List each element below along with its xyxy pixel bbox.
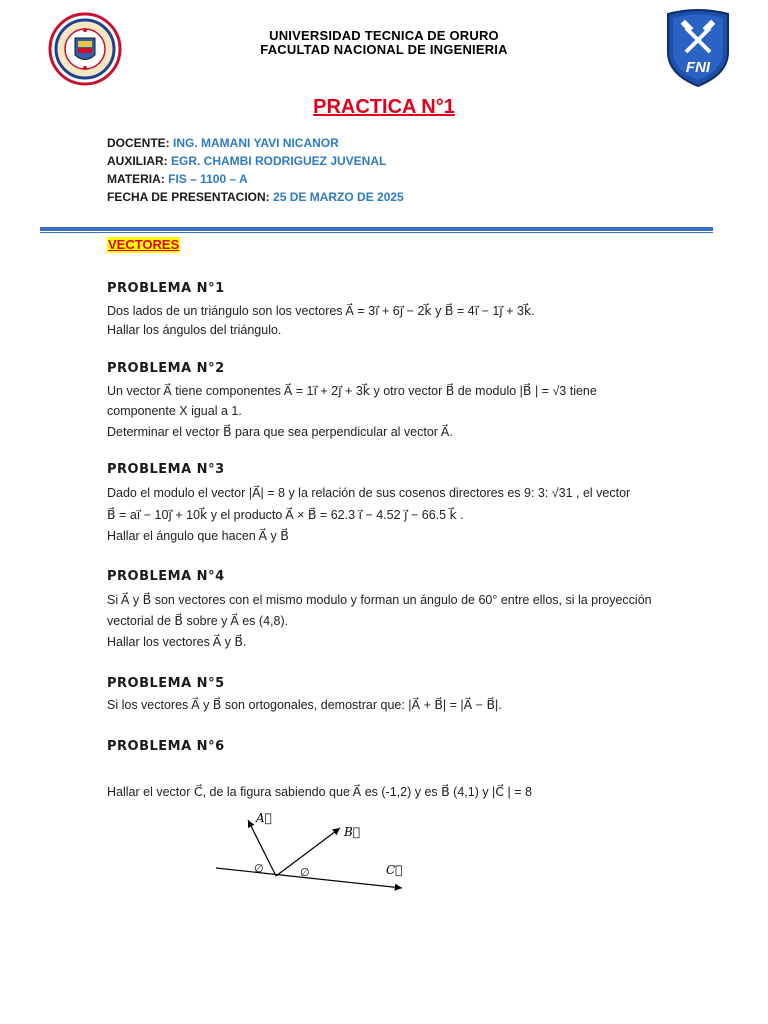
problem-heading: PROBLEMA N°3 (107, 462, 225, 477)
meta-label: DOCENTE: (107, 136, 173, 150)
vector-c-label: C⃗ (386, 863, 403, 877)
problem-heading: PROBLEMA N°1 (107, 281, 225, 296)
problem-text-line: Si A⃗ y B⃗ son vectores con el mismo modulo y forman un ángulo de 60° entre ellos, si la proyección (107, 593, 652, 607)
fni-logo-text: FNI (685, 59, 711, 76)
problem-text-line: Hallar los ángulos del triángulo. (107, 323, 282, 337)
faculty-name: FACULTAD NACIONAL DE INGENIERIA (260, 42, 508, 57)
problem-text-line: Un vector A⃗ tiene componentes A⃗ = 1i⃗ + 2j⃗ + 3k⃗ y otro vector B⃗ de modulo |B⃗ | = √3 tiene (107, 384, 597, 398)
problem-text-line: Determinar el vector B⃗ para que sea perpendicular al vector A⃗. (107, 425, 453, 439)
header-divider-thin (40, 232, 713, 233)
problem-heading: PROBLEMA N°5 (107, 676, 225, 691)
meta-value: 25 DE MARZO DE 2025 (273, 190, 404, 204)
angle-label-left: ∅ (254, 862, 264, 875)
problem-text-line: vectorial de B⃗ sobre y A⃗ es (4,8). (107, 614, 289, 628)
problem-heading: PROBLEMA N°2 (107, 361, 225, 376)
meta-docente (107, 136, 339, 150)
problem-text-line: Hallar los vectores A⃗ y B⃗. (107, 635, 247, 649)
angle-label-right: ∅ (300, 866, 310, 879)
meta-label: MATERIA: (107, 172, 169, 186)
meta-value: EGR. CHAMBI RODRIGUEZ JUVENAL (171, 154, 387, 168)
problem-text-line: Dos lados de un triángulo son los vectores A⃗ = 3i⃗ + 6j⃗ − 2k⃗ y B⃗ = 4i⃗ − 1j⃗ + 3k⃗. (107, 304, 535, 318)
problem-text-line: Dado el modulo el vector |A⃗| = 8 y la relación de sus cosenos directores es 9: 3: √31 , el vector (107, 486, 631, 500)
meta-value: FIS – 1100 – A (168, 172, 248, 186)
problem-text-line: Hallar el vector C⃗, de la figura sabiendo que A⃗ es (-1,2) y es B⃗ (4,1) y |C⃗ | = 8 (107, 785, 532, 799)
meta-label: AUXILIAR: (107, 154, 171, 168)
meta-fecha (107, 190, 404, 204)
header-divider (40, 227, 713, 231)
section-title: VECTORES (108, 237, 180, 252)
meta-value: ING. MAMANI YAVI NICANOR (173, 136, 339, 150)
problem-heading: PROBLEMA N°6 (107, 739, 225, 754)
meta-label: FECHA DE PRESENTACION: (107, 190, 274, 204)
problem-text-line: componente X igual a 1. (107, 404, 242, 418)
university-name: UNIVERSIDAD TECNICA DE ORURO (269, 28, 499, 43)
meta-auxiliar (107, 154, 386, 168)
problem-text-line: Hallar el ángulo que hacen A⃗ y B⃗ (107, 529, 289, 543)
problem-text-line: Si los vectores A⃗ y B⃗ son ortogonales, demostrar que: |A⃗ + B⃗| = |A⃗ − B⃗|. (107, 698, 502, 712)
page-title-wrap (0, 96, 768, 119)
vector-b-label: B⃗ (344, 825, 361, 839)
problem-heading: PROBLEMA N°4 (107, 569, 225, 584)
page-title: PRACTICA N°1 (313, 96, 455, 118)
problem-text-line: B⃗ = ai⃗ − 10j⃗ + 10k⃗ y el producto A⃗ × B⃗ = 62.3 i⃗ − 4.52 j⃗ − 66.5 k⃗ . (107, 508, 464, 522)
vector-a-label: A⃗ (256, 811, 272, 825)
meta-materia (107, 172, 248, 186)
vector-figure (200, 808, 420, 898)
